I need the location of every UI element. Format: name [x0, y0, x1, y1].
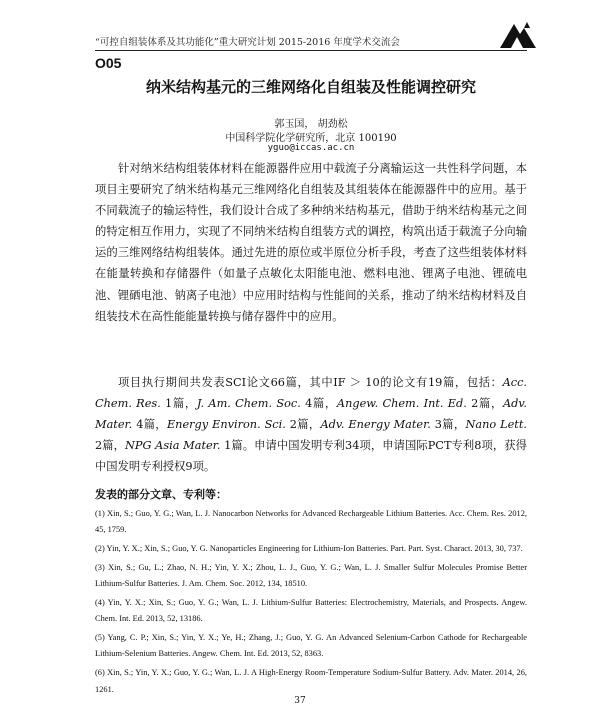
journal-name: J. Am. Chem. Soc.	[196, 397, 306, 411]
journal-count: 1篇。	[224, 439, 255, 453]
journal-count: 4篇，	[305, 397, 337, 411]
reference-item: (5) Yang, C. P.; Xin, S.; Yin, Y. X.; Ye, H.; Zhang, J.; Guo, Y. G. An Advanced Selenium-Carbon Cathode for Rechargeable Lithium-Selenium Batteries. Angew. Chem. Int. Ed. 2013, 52, 8363.	[95, 633, 527, 659]
paper-code: O05	[95, 55, 122, 71]
journal-name: Adv. Energy Mater.	[320, 418, 435, 432]
page-number: 37	[294, 696, 306, 706]
patents-text: 申请中国发明专利34项，申请国际PCT专利8项，获得中国发明专利授权9项。	[95, 439, 527, 474]
journal-count: 4篇，	[136, 418, 167, 432]
header-rule	[95, 50, 527, 51]
journal-count: 3篇，	[434, 418, 466, 432]
abstract-paragraph-1: 针对纳米结构组装体材料在能源器件应用中载流子分离输运这一共性科学问题，本项目主要研究了纳米结构基元三维网络化自组装及其组装体在能源器件中的应用。基于不同载流子的输运特性，我们设计合成了多种纳米结构基元，借助于纳米结构基元之间的特定相互作用力，实现了不同纳米结构自组装方式的调控，构筑出适于载流子分向输运的三维网络结构组装体。通过先进的原位或半原位分析手段，考查了这些组装体材料在能量转换和存储器件（如量子点敏化太阳能电池、燃料电池、锂离子电池、锂硫电池、锂硒电池、钠离子电池）中应用时结构与性能间的关系，推动了纳米结构材料及自组装技术在高性能能量转换与储存器件中的应用。	[95, 162, 527, 323]
paper-authors: 郭玉国， 胡劲松	[274, 119, 348, 130]
reference-item: (1) Xin, S.; Guo, Y. G.; Wan, L. J. Nanocarbon Networks for Advanced Rechargeable Lithium Batteries. Acc. Chem. Res. 2012, 45, 1759.	[95, 509, 527, 535]
journal-name: Energy Environ. Sci.	[166, 418, 290, 432]
reference-item: (6) Xin, S.; Yin, Y. X.; Guo, Y. G.; Wan, L. J. A High-Energy Room-Temperature Sodium-Sulfur Battery. Adv. Mater. 2014, 26, 1261.	[95, 668, 527, 694]
journal-count: 2篇，	[95, 439, 125, 453]
publications-lead: 项目执行期间共发表SCI论文66篇，其中IF ＞ 10的论文有19篇，包括：	[118, 376, 503, 389]
journal-name: Adv. Mater.	[95, 397, 527, 432]
references-heading: 发表的部分文章、专利等：	[95, 489, 227, 501]
journal-name: NPG Asia Mater.	[125, 439, 225, 453]
paper-affiliation: 中国科学院化学研究所，北京 100190	[225, 133, 397, 144]
reference-item: (4) Yin, Y. X.; Xin, S.; Guo, Y. G.; Wan, L. J. Lithium-Sulfur Batteries: Electrochemistry, Materials, and Prospects. Angew. Chem. Int. Ed. 2013, 52, 13186.	[95, 597, 527, 624]
journal-count: 2篇，	[471, 397, 503, 411]
paper-title: 纳米结构基元的三维网络化自组装及性能调控研究	[145, 78, 476, 96]
reference-item: (3) Xin, S.; Gu, L.; Zhao, N. H.; Yin, Y. X.; Zhou, L. J., Guo, Y. G.; Wan, L. J. Smaller Sulfur Molecules Promise Better Lithium-Sulfur Batteries. J. Am. Chem. Soc. 2012, 134, 18510.	[95, 562, 527, 589]
journal-name: Angew. Chem. Int. Ed.	[336, 397, 472, 411]
mountain-logo-icon	[500, 18, 536, 50]
abstract-paragraph-2	[95, 372, 527, 477]
running-header: “可控自组装体系及其功能化”重大研究计划 2015-2016 年度学术交流会	[95, 37, 400, 48]
journal-count: 2篇，	[289, 418, 321, 432]
journal-name: Acc. Chem. Res.	[95, 376, 527, 411]
reference-item: (2) Yin, Y. X.; Xin, S.; Guo, Y. G. Nanoparticles Engineering for Lithium-Ion Batteries. Part. Part. Syst. Charact. 2013, 30, 737.	[95, 544, 523, 554]
reference-list	[95, 506, 527, 700]
journal-count: 1篇，	[165, 397, 197, 411]
author-email: yguo@iccas.ac.cn	[267, 143, 355, 153]
journal-name: Nano Lett.	[465, 418, 527, 432]
